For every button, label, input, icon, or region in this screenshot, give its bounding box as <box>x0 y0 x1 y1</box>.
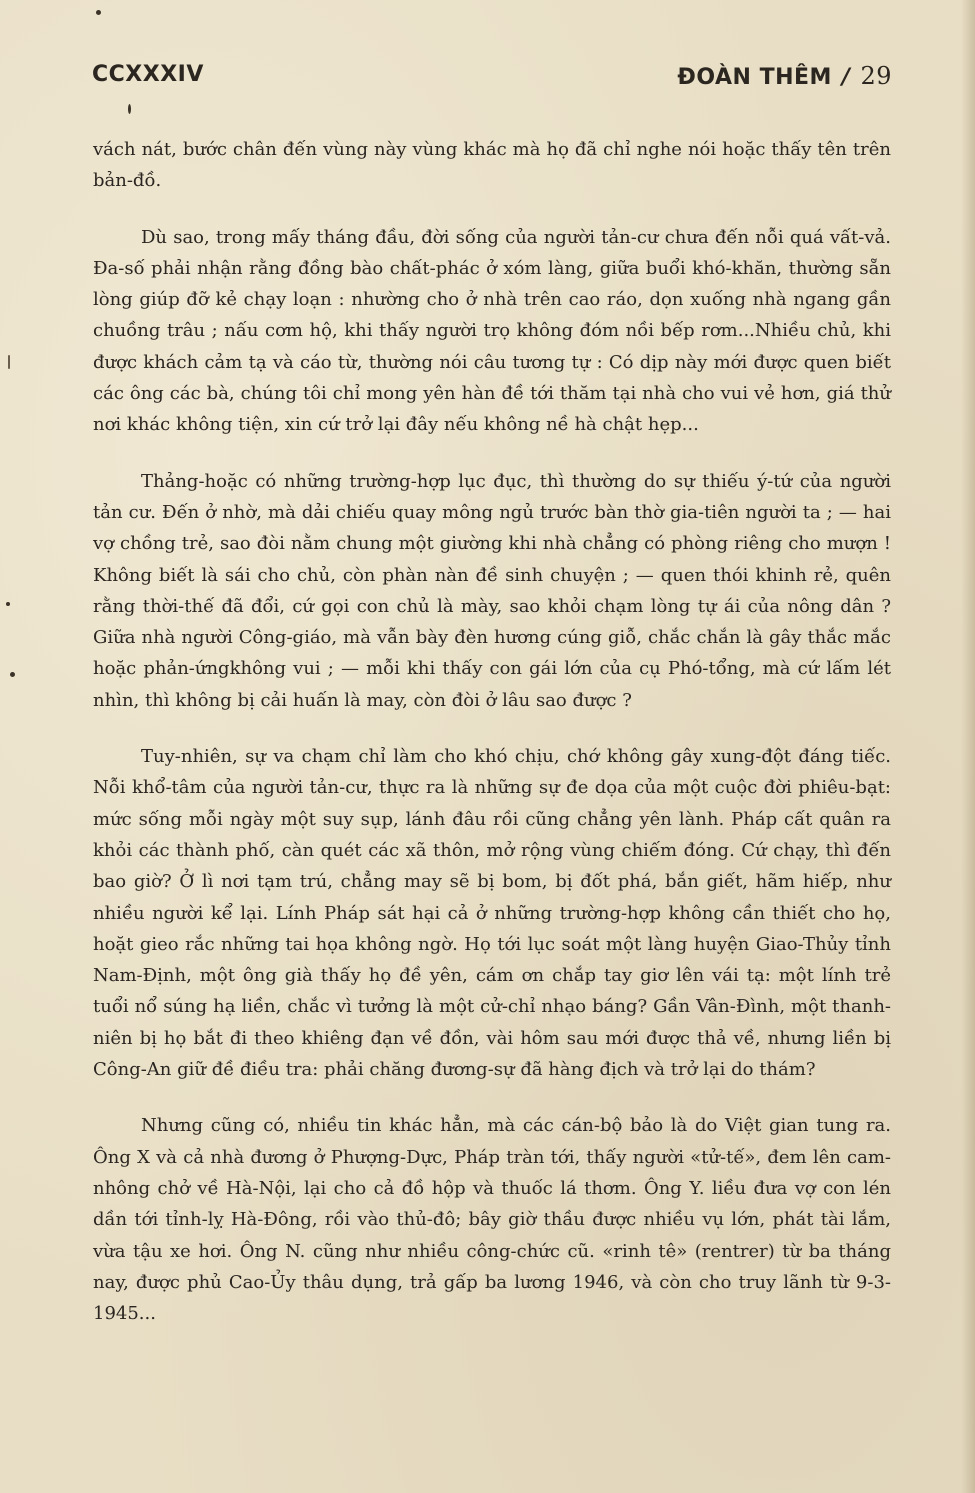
ink-speck <box>6 602 10 606</box>
author-name: ĐOÀN THÊM <box>677 65 832 90</box>
ink-speck <box>96 10 101 15</box>
ink-speck <box>10 672 15 677</box>
header-separator: / <box>841 65 851 90</box>
paragraph: Thảng-hoặc có những trường-hợp lục đục, thì thường do sự thiếu ý-tứ của người tản cư. Đến ở nhờ, mà dải chiếu quay mông ngủ trước bàn thờ gia-tiên người ta ; — hai vợ chồng trẻ, sao đòi nằm chung một giường khi nhà chẳng có phòng riêng cho mượn ! Không biết là sái cho chủ, còn phàn nàn đề sinh chuyện ; — quen thói khinh rẻ, quên rằng thời-thế đã đổi, cứ gọi con chủ là mày, sao khỏi chạm lòng tự ái của nông dân ? Giữa nhà người Công-giáo, mà vẫn bày đèn hương cúng giỗ, chắc chắn là gây thắc mắc hoặc phản-ứngkhông vui ; — mỗi khi thấy con gái lớn của cụ Phó-tổng, mà cứ lấm lét nhìn, thì không bị cải huấn là may, còn đòi ở lâu sao được ? <box>93 470 891 711</box>
page-edge-shadow <box>961 0 975 1493</box>
running-header <box>92 62 892 96</box>
paragraph: vách nát, bước chân đến vùng này vùng khác mà họ đã chỉ nghe nói hoặc thấy tên trên bản-đồ. <box>93 139 891 192</box>
paragraph: Nhưng cũng có, nhiều tin khác hẳn, mà các cán-bộ bảo là do Việt gian tung ra. Ông X và cả nhà đương ở Phượng-Dực, Pháp tràn tới, thấy người «tử-tế», đem lên cam-nhông chở về Hà-Nội, lại cho cả đồ hộp và thuốc lá thơm. Ông Y. liều đưa vợ con lén dần tới tỉnh-lỵ Hà-Đông, rồi vào thủ-đô; bây giờ thầu được nhiều vụ lớn, phát tài lắm, vừa tậu xe hơi. Ông N. cũng như nhiều công-chức cũ. «rinh tê» (rentrer) từ ba tháng nay, được phủ Cao-Ủy thâu dụng, trả gấp ba lương 1946, và còn cho truy lãnh từ 9-3-1945... <box>93 1115 891 1325</box>
ink-speck <box>8 355 10 369</box>
chapter-numeral: CCXXXIV <box>92 62 204 87</box>
body-text <box>93 134 891 1354</box>
paragraph: Dù sao, trong mấy tháng đầu, đời sống của người tản-cư chưa đến nỗi quá vất-vả. Đa-số phải nhận rằng đồng bào chất-phác ở xóm làng, giữa buổi khó-khăn, thường sẵn lòng giúp đỡ kẻ chạy loạn : nhường cho ở nhà trên cao ráo, dọn xuống nhà ngang gần chuồng trâu ; nấu cơm hộ, khi thấy người trọ không đóm nồi bếp rơm...Nhiều chủ, khi được khách cảm tạ và cáo từ, thường nói câu tương tự : Có dịp này mới được quen biết các ông các bà, chúng tôi chỉ mong yên hàn đề tới thăm tại nhà cho vui vẻ hơn, giá thử nơi khác không tiện, xin cứ trở lại đây nếu không nề hà chật hẹp... <box>93 226 891 436</box>
page-number: 29 <box>860 62 892 90</box>
ink-speck <box>128 104 131 114</box>
header-right <box>677 62 892 90</box>
paragraph: Tuy-nhiên, sự va chạm chỉ làm cho khó chịu, chớ không gây xung-đột đáng tiếc. Nỗi khổ-tâm của người tản-cư, thực ra là những sự đe dọa của một cuộc đời phiêu-bạt: mức sống mỗi ngày một suy sụp, lánh đâu rồi cũng chẳng yên lành. Pháp cất quân ra khỏi các thành phố, càn quét các xã thôn, mở rộng vùng chiếm đóng. Cứ chạy, thì đến bao giờ? Ở lì nơi tạm trú, chẳng may sẽ bị bom, bị đốt phá, bắn giết, hãm hiếp, như nhiều người kể lại. Lính Pháp sát hại cả ở những trường-hợp không cần thiết cho họ, hoặt gieo rắc những tai họa không ngờ. Họ tới lục soát một làng huyện Giao-Thủy tỉnh Nam-Định, một ông già thấy họ đề yên, cám ơn chắp tay giơ lên vái tạ: một lính trẻ tuổi nổ súng hạ liền, chắc vì tưởng là một cử-chỉ nhạo báng? Gần Vân-Đình, một thanh-niên bị họ bắt đi theo khiêng đạn về đồn, vài hôm sau mới được thả về, nhưng liền bị Công-An giữ đề điều tra: phải chăng đương-sự đã hàng địch và trở lại do thám? <box>93 746 891 1081</box>
